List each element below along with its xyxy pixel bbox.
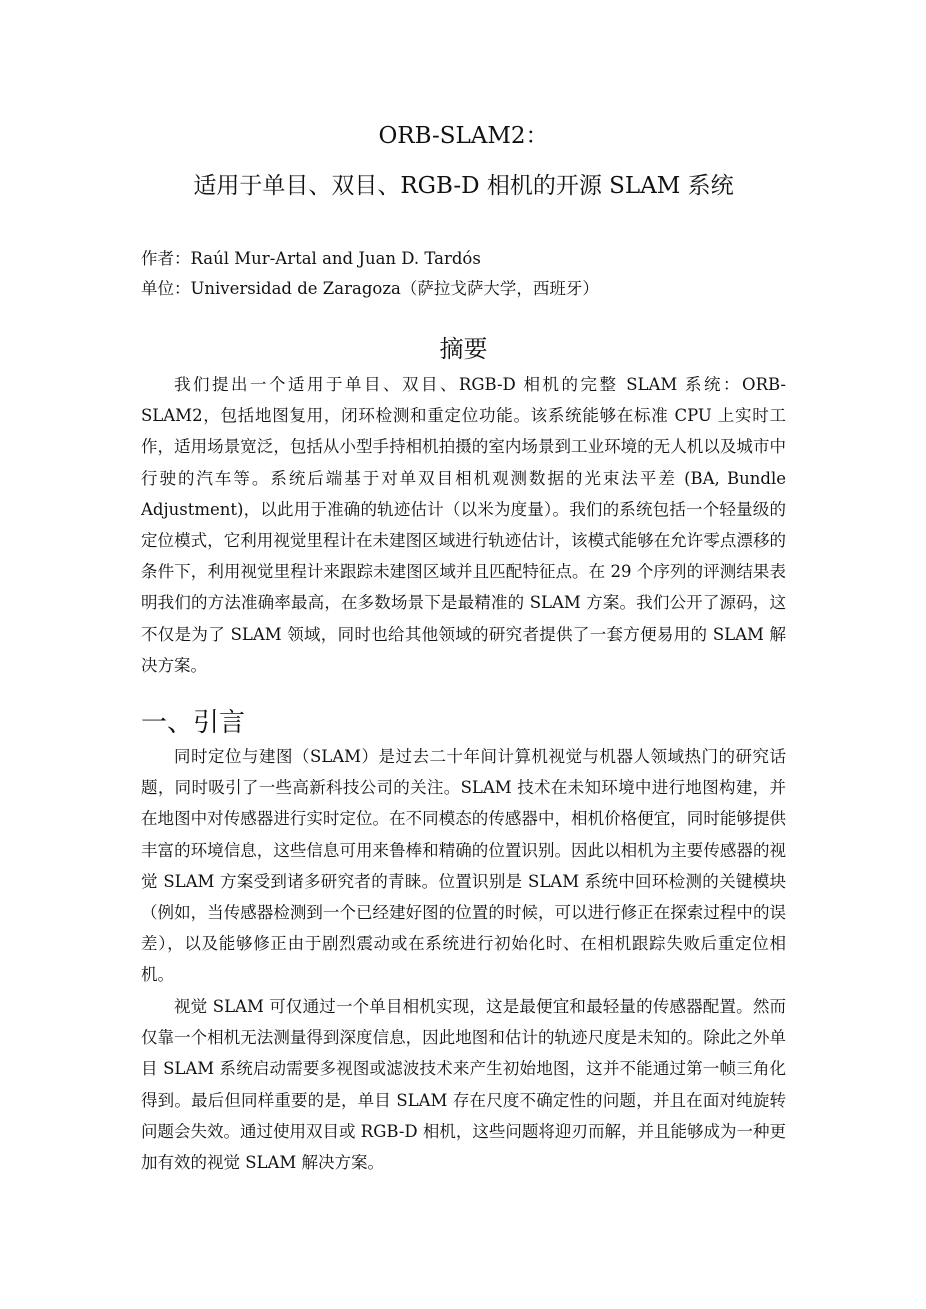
introduction-paragraph-1: 同时定位与建图（SLAM）是过去二十年间计算机视觉与机器人领域热门的研究话题，同时吸引了一些高新科技公司的关注。SLAM 技术在未知环境中进行地图构建，并在地图中对传感器进行实时定位。在不同模态的传感器中，相机价格便宜，同时能够提供丰富的环境信息，这些信息可用来鲁棒和精确的位置识别。因此以相机为主要传感器的视觉 SLAM 方案受到诸多研究者的青睐。位置识别是 SLAM 系统中回环检测的关键模块（例如，当传感器检测到一个已经建好图的位置的时候，可以进行修正在探索过程中的误差），以及能够修正由于剧烈震动或在系统进行初始化时、在相机跟踪失败后重定位相机。	[141, 747, 786, 985]
section-heading-introduction: 一、引言	[141, 708, 246, 738]
author-line: 作者：Raúl Mur-Artal and Juan D. Tardós	[141, 249, 481, 268]
paper-title-line-1: ORB-SLAM2：	[378, 123, 549, 149]
abstract-body: 我们提出一个适用于单目、双目、RGB-D 相机的完整 SLAM 系统：ORB-SLAM2，包括地图复用，闭环检测和重定位功能。该系统能够在标准 CPU 上实时工作，适用场景宽泛，包括从小型手持相机拍摄的室内场景到工业环境的无人机以及城市中行驶的汽车等。系统后端基于对单双目相机观测数据的光束法平差 (BA, Bundle Adjustment)，以此用于准确的轨迹估计（以米为度量）。我们的系统包括一个轻量级的定位模式，它利用视觉里程计在未建图区域进行轨迹估计，该模式能够在允许零点漂移的条件下，利用视觉里程计来跟踪未建图区域并且匹配特征点。在 29 个序列的评测结果表明我们的方法准确率最高，在多数场景下是最精准的 SLAM 方案。我们公开了源码，这不仅是为了 SLAM 领域，同时也给其他领域的研究者提供了一套方便易用的 SLAM 解决方案。	[141, 375, 786, 675]
affiliation-line: 单位：Universidad de Zaragoza（萨拉戈萨大学，西班牙）	[141, 279, 599, 298]
introduction-paragraph-2: 视觉 SLAM 可仅通过一个单目相机实现，这是最便宜和最轻量的传感器配置。然而仅靠一个相机无法测量得到深度信息，因此地图和估计的轨迹尺度是未知的。除此之外单目 SLAM 系统启动需要多视图或滤波技术来产生初始地图，这并不能通过第一帧三角化得到。最后但同样重要的是，单目 SLAM 存在尺度不确定性的问题，并且在面对纯旋转问题会失效。通过使用双目或 RGB-D 相机，这些问题将迎刃而解，并且能够成为一种更加有效的视觉 SLAM 解决方案。	[141, 997, 786, 1173]
abstract-heading: 摘要	[439, 335, 488, 363]
paper-title-line-2: 适用于单目、双目、RGB-D 相机的开源 SLAM 系统	[193, 173, 734, 199]
